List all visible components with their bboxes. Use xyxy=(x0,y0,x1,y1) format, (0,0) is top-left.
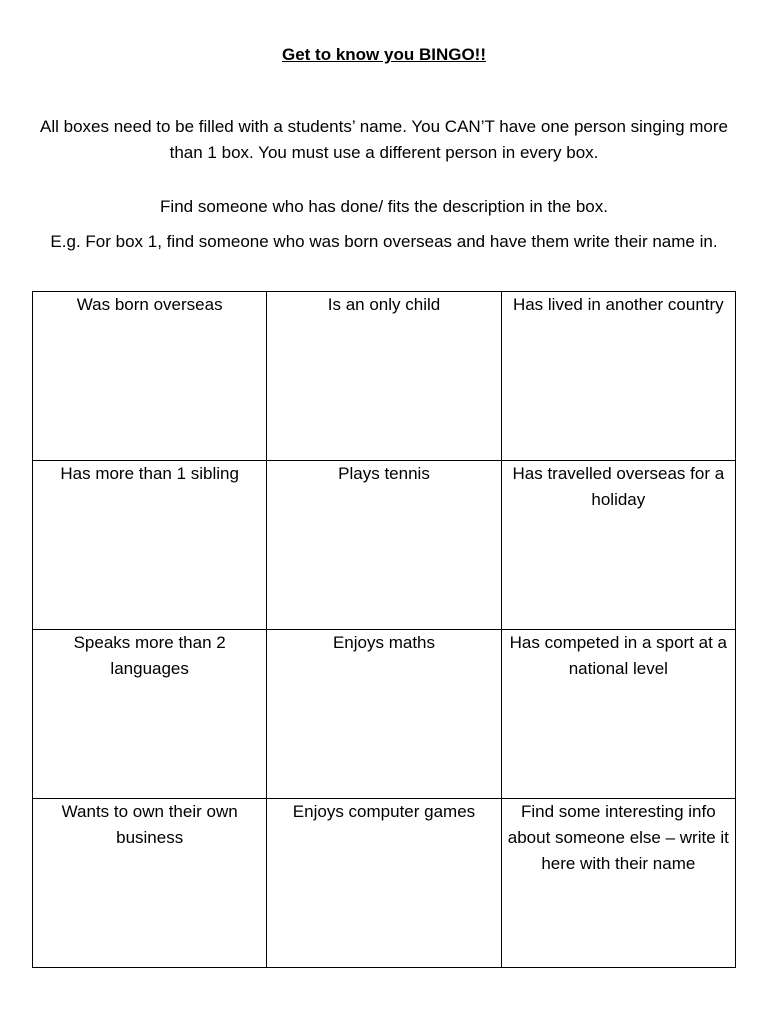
bingo-cell: Is an only child xyxy=(267,292,501,461)
bingo-row xyxy=(33,461,736,630)
bingo-cell: Has travelled overseas for a holiday xyxy=(501,461,735,630)
bingo-row xyxy=(33,630,736,799)
bingo-cell: Has lived in another country xyxy=(501,292,735,461)
bingo-cell: Plays tennis xyxy=(267,461,501,630)
bingo-cell: Wants to own their own business xyxy=(33,799,267,968)
bingo-cell: Enjoys maths xyxy=(267,630,501,799)
page-title: Get to know you BINGO!! xyxy=(282,45,486,64)
bingo-grid xyxy=(32,291,736,968)
instructions-find: Find someone who has done/ fits the description in the box. xyxy=(160,197,608,216)
bingo-cell: Has more than 1 sibling xyxy=(33,461,267,630)
bingo-cell: Find some interesting info about someone else – write it here with their name xyxy=(501,799,735,968)
bingo-row xyxy=(33,799,736,968)
bingo-cell: Has competed in a sport at a national level xyxy=(501,630,735,799)
instructions-example: E.g. For box 1, find someone who was born overseas and have them write their name in. xyxy=(50,232,718,251)
bingo-row xyxy=(33,292,736,461)
bingo-cell: Was born overseas xyxy=(33,292,267,461)
instructions-rules: All boxes need to be filled with a students’ name. You CAN’T have one person singing more than 1 box. You must use a different person in every box. xyxy=(40,117,728,162)
bingo-cell: Speaks more than 2 languages xyxy=(33,630,267,799)
bingo-cell: Enjoys computer games xyxy=(267,799,501,968)
